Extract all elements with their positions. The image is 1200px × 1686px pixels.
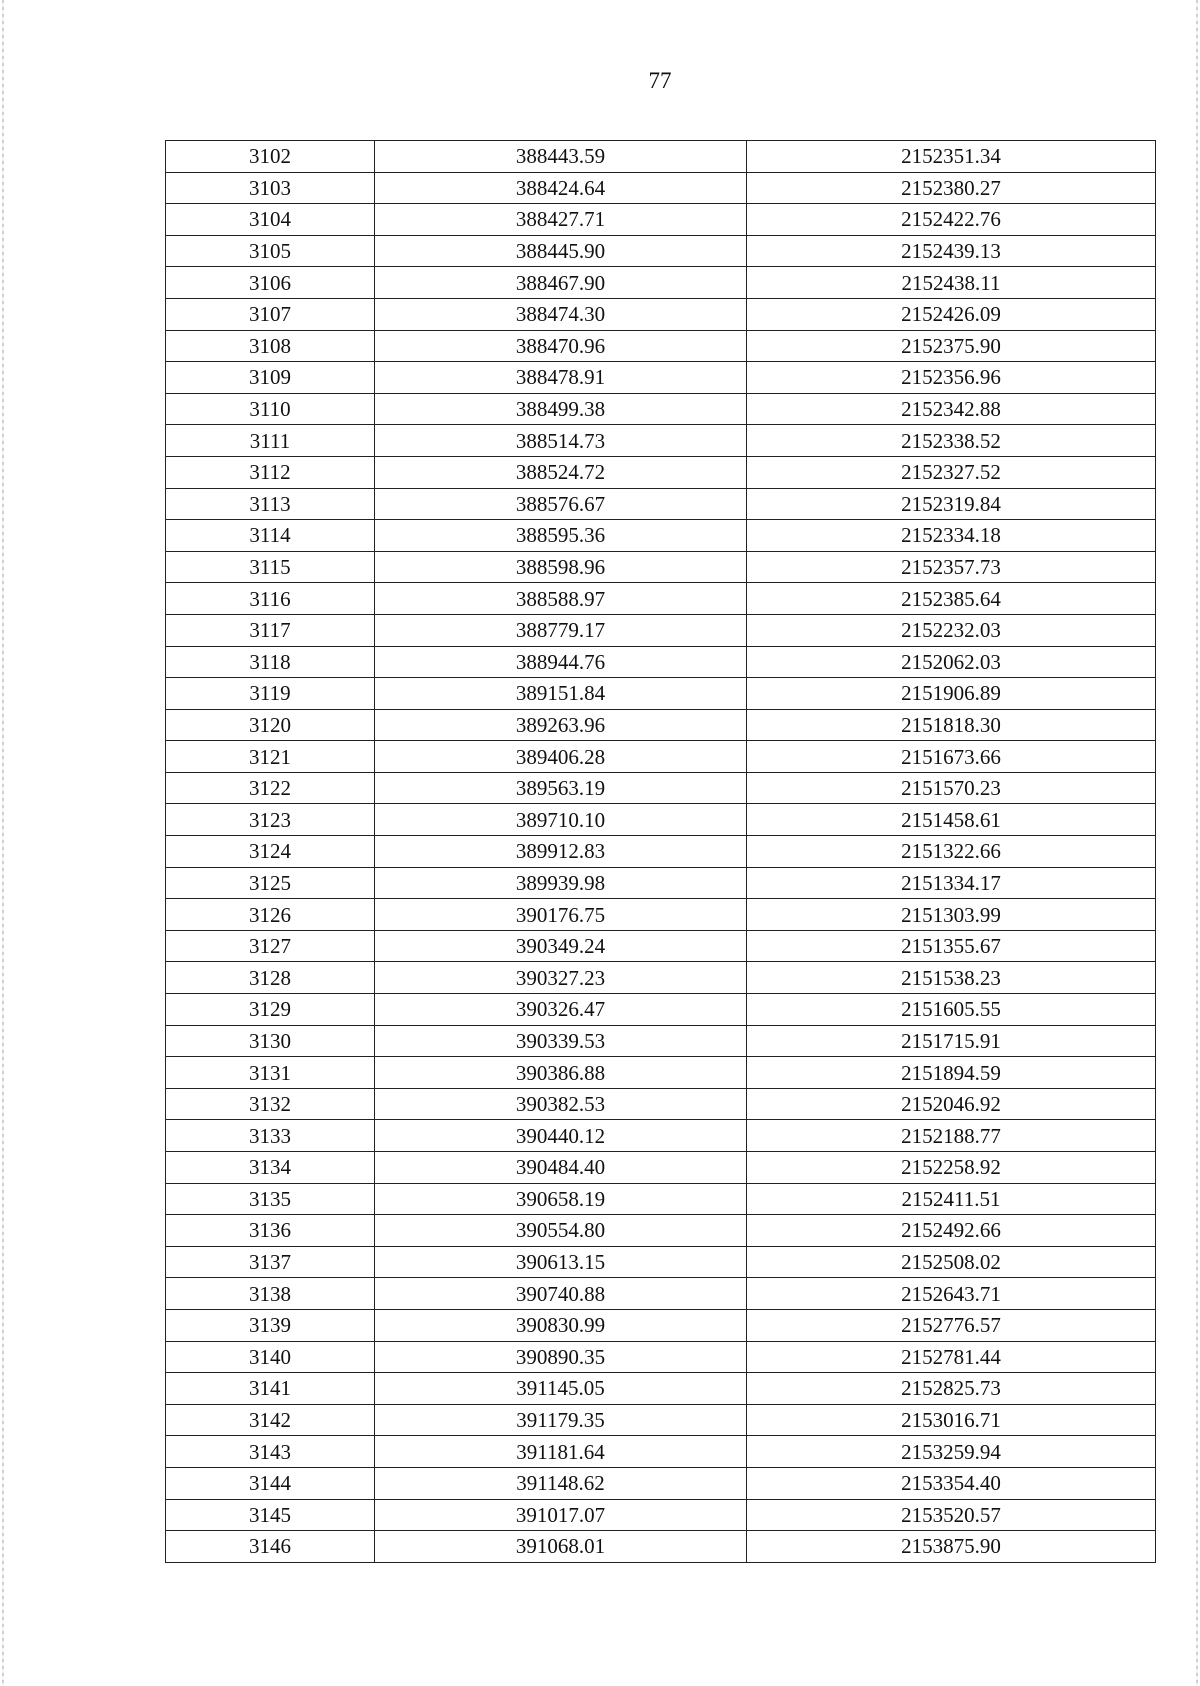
- point-id-cell: 3139: [166, 1309, 375, 1341]
- y-coordinate-cell: 2152232.03: [747, 614, 1156, 646]
- table-row: [166, 520, 1156, 552]
- y-coordinate-cell: 2152643.71: [747, 1278, 1156, 1310]
- table-row: [166, 330, 1156, 362]
- x-coordinate-cell: 391148.62: [375, 1467, 747, 1499]
- x-coordinate-cell: 390740.88: [375, 1278, 747, 1310]
- y-coordinate-cell: 2151303.99: [747, 899, 1156, 931]
- y-coordinate-cell: 2152356.96: [747, 362, 1156, 394]
- point-id-cell: 3122: [166, 772, 375, 804]
- x-coordinate-cell: 390176.75: [375, 899, 747, 931]
- x-coordinate-cell: 389151.84: [375, 678, 747, 710]
- table-row: [166, 836, 1156, 868]
- y-coordinate-cell: 2152375.90: [747, 330, 1156, 362]
- y-coordinate-cell: 2151322.66: [747, 836, 1156, 868]
- x-coordinate-cell: 390349.24: [375, 930, 747, 962]
- table-row: [166, 1120, 1156, 1152]
- x-coordinate-cell: 390326.47: [375, 994, 747, 1026]
- table-row: [166, 204, 1156, 236]
- x-coordinate-cell: 390658.19: [375, 1183, 747, 1215]
- point-id-cell: 3116: [166, 583, 375, 615]
- point-id-cell: 3111: [166, 425, 375, 457]
- x-coordinate-cell: 388779.17: [375, 614, 747, 646]
- table-row: [166, 1057, 1156, 1089]
- table-row: [166, 930, 1156, 962]
- y-coordinate-cell: 2152258.92: [747, 1152, 1156, 1184]
- y-coordinate-cell: 2152411.51: [747, 1183, 1156, 1215]
- table-row: [166, 741, 1156, 773]
- y-coordinate-cell: 2153520.57: [747, 1499, 1156, 1531]
- coordinates-table: [165, 140, 1156, 1563]
- point-id-cell: 3146: [166, 1531, 375, 1563]
- y-coordinate-cell: 2152188.77: [747, 1120, 1156, 1152]
- scan-edge-right: [1196, 0, 1198, 1686]
- coordinates-table-body: [166, 141, 1156, 1563]
- table-row: [166, 1215, 1156, 1247]
- table-row: [166, 172, 1156, 204]
- table-row: [166, 1152, 1156, 1184]
- x-coordinate-cell: 388524.72: [375, 456, 747, 488]
- table-row: [166, 1499, 1156, 1531]
- point-id-cell: 3104: [166, 204, 375, 236]
- y-coordinate-cell: 2151673.66: [747, 741, 1156, 773]
- point-id-cell: 3145: [166, 1499, 375, 1531]
- x-coordinate-cell: 388467.90: [375, 267, 747, 299]
- x-coordinate-cell: 390484.40: [375, 1152, 747, 1184]
- table-row: [166, 298, 1156, 330]
- y-coordinate-cell: 2152439.13: [747, 235, 1156, 267]
- x-coordinate-cell: 390327.23: [375, 962, 747, 994]
- point-id-cell: 3117: [166, 614, 375, 646]
- table-row: [166, 772, 1156, 804]
- table-row: [166, 1246, 1156, 1278]
- y-coordinate-cell: 2151818.30: [747, 709, 1156, 741]
- x-coordinate-cell: 389563.19: [375, 772, 747, 804]
- y-coordinate-cell: 2153354.40: [747, 1467, 1156, 1499]
- table-row: [166, 583, 1156, 615]
- point-id-cell: 3126: [166, 899, 375, 931]
- point-id-cell: 3140: [166, 1341, 375, 1373]
- y-coordinate-cell: 2152334.18: [747, 520, 1156, 552]
- table-row: [166, 709, 1156, 741]
- x-coordinate-cell: 388424.64: [375, 172, 747, 204]
- y-coordinate-cell: 2152492.66: [747, 1215, 1156, 1247]
- point-id-cell: 3141: [166, 1373, 375, 1405]
- y-coordinate-cell: 2151570.23: [747, 772, 1156, 804]
- x-coordinate-cell: 388445.90: [375, 235, 747, 267]
- point-id-cell: 3114: [166, 520, 375, 552]
- y-coordinate-cell: 2151538.23: [747, 962, 1156, 994]
- table-row: [166, 141, 1156, 173]
- table-row: [166, 393, 1156, 425]
- point-id-cell: 3120: [166, 709, 375, 741]
- x-coordinate-cell: 391181.64: [375, 1436, 747, 1468]
- point-id-cell: 3133: [166, 1120, 375, 1152]
- table-row: [166, 235, 1156, 267]
- y-coordinate-cell: 2152781.44: [747, 1341, 1156, 1373]
- x-coordinate-cell: 390890.35: [375, 1341, 747, 1373]
- point-id-cell: 3130: [166, 1025, 375, 1057]
- x-coordinate-cell: 388576.67: [375, 488, 747, 520]
- y-coordinate-cell: 2152062.03: [747, 646, 1156, 678]
- point-id-cell: 3108: [166, 330, 375, 362]
- table-row: [166, 804, 1156, 836]
- y-coordinate-cell: 2152338.52: [747, 425, 1156, 457]
- table-row: [166, 1025, 1156, 1057]
- table-row: [166, 899, 1156, 931]
- y-coordinate-cell: 2151906.89: [747, 678, 1156, 710]
- table-row: [166, 1436, 1156, 1468]
- y-coordinate-cell: 2151605.55: [747, 994, 1156, 1026]
- point-id-cell: 3121: [166, 741, 375, 773]
- x-coordinate-cell: 388443.59: [375, 141, 747, 173]
- y-coordinate-cell: 2152380.27: [747, 172, 1156, 204]
- point-id-cell: 3128: [166, 962, 375, 994]
- x-coordinate-cell: 390339.53: [375, 1025, 747, 1057]
- table-row: [166, 1309, 1156, 1341]
- point-id-cell: 3134: [166, 1152, 375, 1184]
- x-coordinate-cell: 389710.10: [375, 804, 747, 836]
- x-coordinate-cell: 388595.36: [375, 520, 747, 552]
- point-id-cell: 3143: [166, 1436, 375, 1468]
- point-id-cell: 3105: [166, 235, 375, 267]
- y-coordinate-cell: 2152776.57: [747, 1309, 1156, 1341]
- y-coordinate-cell: 2152351.34: [747, 141, 1156, 173]
- table-row: [166, 267, 1156, 299]
- x-coordinate-cell: 389406.28: [375, 741, 747, 773]
- x-coordinate-cell: 388944.76: [375, 646, 747, 678]
- scan-edge-left: [2, 0, 4, 1686]
- y-coordinate-cell: 2151334.17: [747, 867, 1156, 899]
- x-coordinate-cell: 391017.07: [375, 1499, 747, 1531]
- point-id-cell: 3125: [166, 867, 375, 899]
- point-id-cell: 3113: [166, 488, 375, 520]
- x-coordinate-cell: 388588.97: [375, 583, 747, 615]
- x-coordinate-cell: 388474.30: [375, 298, 747, 330]
- x-coordinate-cell: 391145.05: [375, 1373, 747, 1405]
- y-coordinate-cell: 2153875.90: [747, 1531, 1156, 1563]
- table-row: [166, 1183, 1156, 1215]
- point-id-cell: 3138: [166, 1278, 375, 1310]
- table-row: [166, 994, 1156, 1026]
- y-coordinate-cell: 2151355.67: [747, 930, 1156, 962]
- x-coordinate-cell: 390382.53: [375, 1088, 747, 1120]
- x-coordinate-cell: 388598.96: [375, 551, 747, 583]
- table-row: [166, 1278, 1156, 1310]
- y-coordinate-cell: 2152426.09: [747, 298, 1156, 330]
- table-row: [166, 614, 1156, 646]
- point-id-cell: 3106: [166, 267, 375, 299]
- x-coordinate-cell: 388478.91: [375, 362, 747, 394]
- y-coordinate-cell: 2152385.64: [747, 583, 1156, 615]
- y-coordinate-cell: 2152825.73: [747, 1373, 1156, 1405]
- point-id-cell: 3109: [166, 362, 375, 394]
- x-coordinate-cell: 389912.83: [375, 836, 747, 868]
- point-id-cell: 3112: [166, 456, 375, 488]
- point-id-cell: 3107: [166, 298, 375, 330]
- x-coordinate-cell: 391068.01: [375, 1531, 747, 1563]
- x-coordinate-cell: 390830.99: [375, 1309, 747, 1341]
- y-coordinate-cell: 2151894.59: [747, 1057, 1156, 1089]
- point-id-cell: 3118: [166, 646, 375, 678]
- point-id-cell: 3102: [166, 141, 375, 173]
- point-id-cell: 3124: [166, 836, 375, 868]
- page-number: 77: [648, 68, 672, 93]
- y-coordinate-cell: 2152046.92: [747, 1088, 1156, 1120]
- point-id-cell: 3110: [166, 393, 375, 425]
- point-id-cell: 3129: [166, 994, 375, 1026]
- x-coordinate-cell: 390554.80: [375, 1215, 747, 1247]
- y-coordinate-cell: 2152342.88: [747, 393, 1156, 425]
- y-coordinate-cell: 2153259.94: [747, 1436, 1156, 1468]
- table-row: [166, 488, 1156, 520]
- table-row: [166, 1531, 1156, 1563]
- y-coordinate-cell: 2152422.76: [747, 204, 1156, 236]
- x-coordinate-cell: 390386.88: [375, 1057, 747, 1089]
- x-coordinate-cell: 389939.98: [375, 867, 747, 899]
- table-row: [166, 362, 1156, 394]
- x-coordinate-cell: 389263.96: [375, 709, 747, 741]
- y-coordinate-cell: 2151715.91: [747, 1025, 1156, 1057]
- x-coordinate-cell: 388427.71: [375, 204, 747, 236]
- point-id-cell: 3103: [166, 172, 375, 204]
- point-id-cell: 3132: [166, 1088, 375, 1120]
- point-id-cell: 3142: [166, 1404, 375, 1436]
- x-coordinate-cell: 388514.73: [375, 425, 747, 457]
- y-coordinate-cell: 2152508.02: [747, 1246, 1156, 1278]
- table-row: [166, 1341, 1156, 1373]
- y-coordinate-cell: 2152438.11: [747, 267, 1156, 299]
- table-row: [166, 1467, 1156, 1499]
- point-id-cell: 3131: [166, 1057, 375, 1089]
- x-coordinate-cell: 391179.35: [375, 1404, 747, 1436]
- point-id-cell: 3136: [166, 1215, 375, 1247]
- x-coordinate-cell: 390613.15: [375, 1246, 747, 1278]
- point-id-cell: 3119: [166, 678, 375, 710]
- point-id-cell: 3115: [166, 551, 375, 583]
- table-row: [166, 646, 1156, 678]
- y-coordinate-cell: 2151458.61: [747, 804, 1156, 836]
- table-row: [166, 551, 1156, 583]
- point-id-cell: 3135: [166, 1183, 375, 1215]
- table-row: [166, 425, 1156, 457]
- table-row: [166, 456, 1156, 488]
- y-coordinate-cell: 2152327.52: [747, 456, 1156, 488]
- table-row: [166, 678, 1156, 710]
- point-id-cell: 3127: [166, 930, 375, 962]
- x-coordinate-cell: 390440.12: [375, 1120, 747, 1152]
- y-coordinate-cell: 2152319.84: [747, 488, 1156, 520]
- x-coordinate-cell: 388499.38: [375, 393, 747, 425]
- y-coordinate-cell: 2152357.73: [747, 551, 1156, 583]
- x-coordinate-cell: 388470.96: [375, 330, 747, 362]
- point-id-cell: 3123: [166, 804, 375, 836]
- table-row: [166, 962, 1156, 994]
- point-id-cell: 3144: [166, 1467, 375, 1499]
- table-row: [166, 1404, 1156, 1436]
- table-row: [166, 1088, 1156, 1120]
- point-id-cell: 3137: [166, 1246, 375, 1278]
- y-coordinate-cell: 2153016.71: [747, 1404, 1156, 1436]
- table-row: [166, 1373, 1156, 1405]
- table-row: [166, 867, 1156, 899]
